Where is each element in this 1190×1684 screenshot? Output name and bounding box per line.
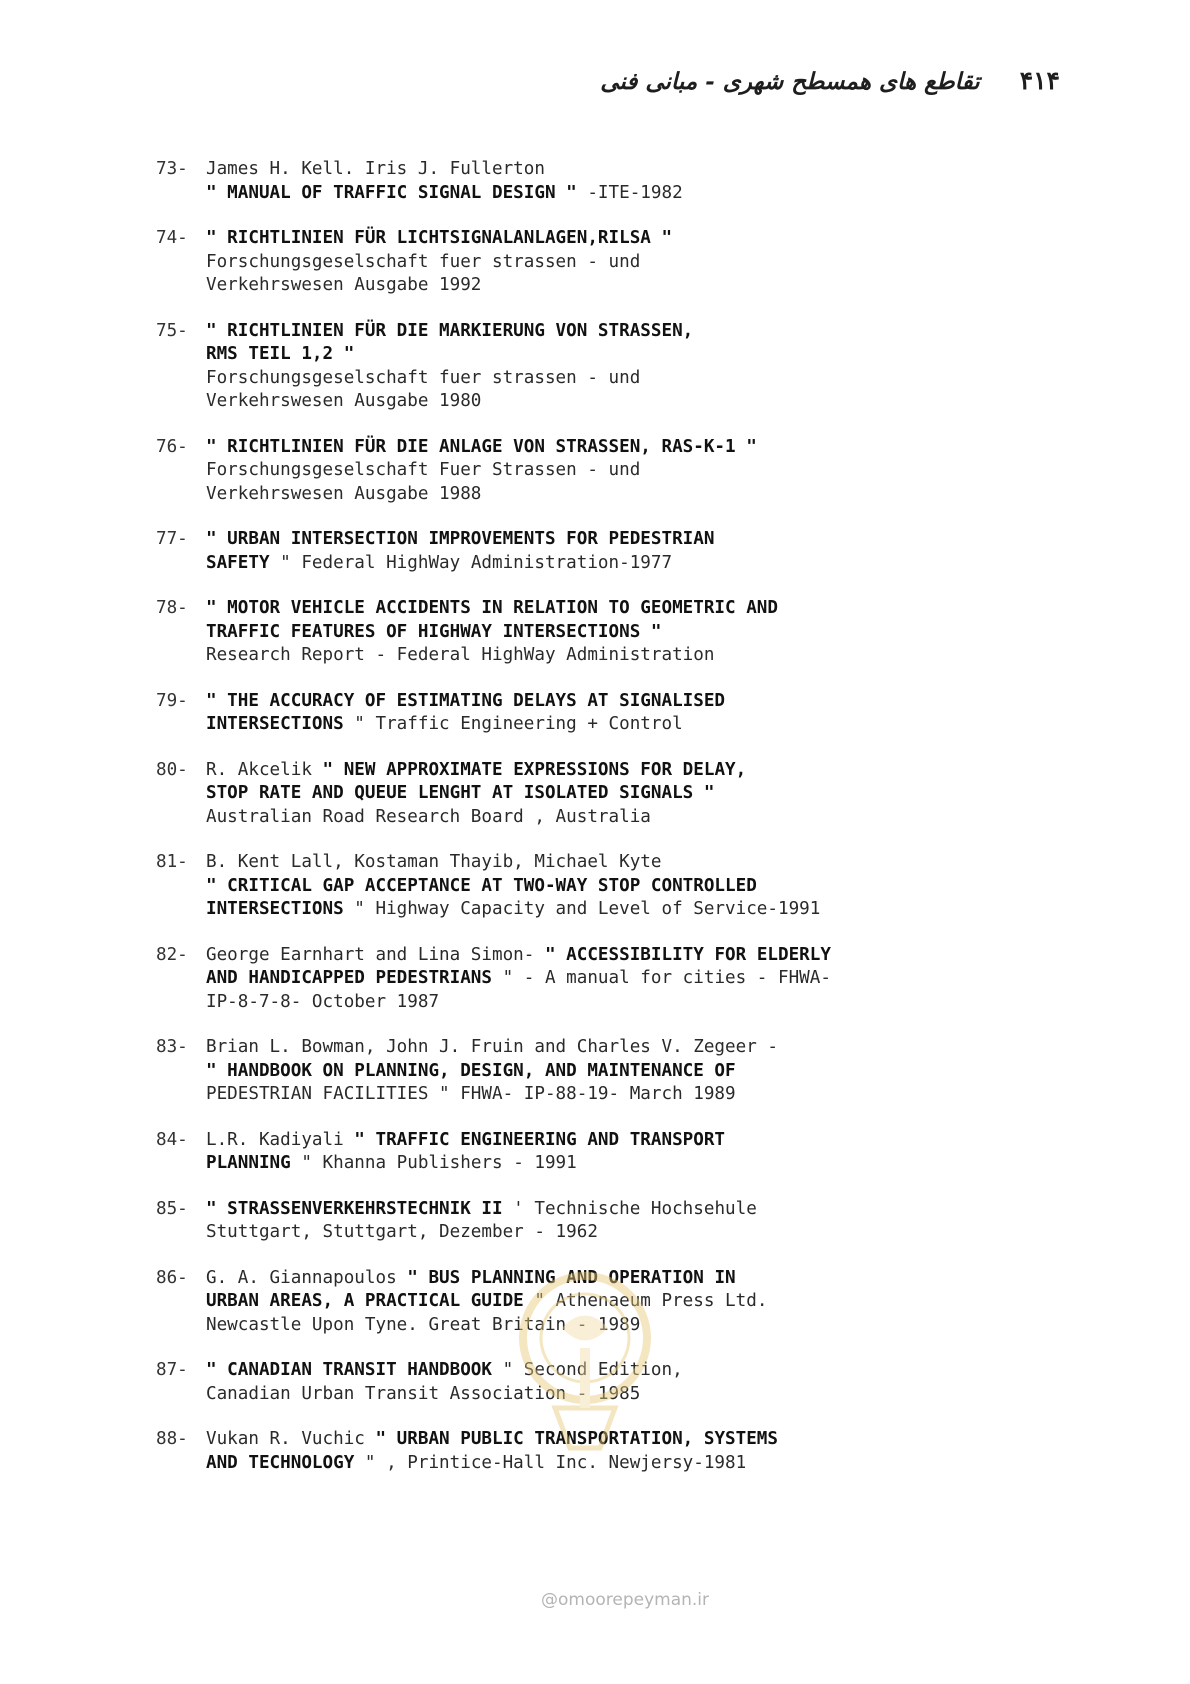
reference-entry (156, 597, 1056, 668)
reference-number: 76- (156, 436, 188, 457)
reference-line (206, 1036, 1056, 1060)
reference-detail-segment: George Earnhart and Lina Simon- (206, 944, 545, 965)
reference-detail-segment: Research Report - Federal HighWay Administration (206, 645, 715, 665)
reference-title-segment: " URBAN INTERSECTION IMPROVEMENTS FOR PEDESTRIAN (206, 529, 715, 549)
reference-entry (156, 1267, 1056, 1338)
reference-text (206, 1359, 1056, 1406)
reference-detail-segment: " - A manual for cities - FHWA- (492, 968, 831, 988)
reference-title-segment: " ACCESSIBILITY FOR ELDERLY (544, 944, 831, 965)
reference-title-segment: " STRASSENVERKEHRSTECHNIK II (206, 1198, 503, 1219)
reference-number: 74- (156, 228, 188, 248)
watermark-text: @omoorepeyman.ir (540, 1590, 710, 1610)
reference-number: 87- (156, 1360, 188, 1380)
reference-detail-segment: Forschungsgeselschaft fuer strassen - und (206, 367, 641, 388)
reference-title-segment: URBAN AREAS, A PRACTICAL GUIDE (206, 1291, 524, 1311)
reference-line (206, 320, 1056, 344)
reference-number: 75- (156, 320, 188, 341)
reference-number: 86- (156, 1267, 188, 1288)
reference-text (206, 851, 1056, 922)
reference-entry (156, 227, 1056, 298)
reference-number: 82- (156, 944, 188, 965)
reference-entry (156, 320, 1056, 414)
reference-title-segment: AND HANDICAPPED PEDESTRIANS (206, 968, 492, 988)
reference-text (206, 1267, 1056, 1338)
reference-line (206, 528, 1056, 552)
reference-list (156, 158, 1056, 1497)
reference-detail-segment: G. A. Giannapoulos (206, 1267, 408, 1288)
reference-title-segment: " CANADIAN TRANSIT HANDBOOK (206, 1360, 492, 1380)
reference-entry (156, 944, 1056, 1015)
reference-title-segment: " CRITICAL GAP ACCEPTANCE AT TWO-WAY STOP CONTROLLED (206, 875, 757, 896)
reference-detail-segment: ' Technische Hochsehule (502, 1198, 757, 1219)
reference-detail-segment: Forschungsgeselschaft fuer strassen - und (206, 251, 641, 272)
reference-title-segment: TRAFFIC FEATURES OF HIGHWAY INTERSECTIONS " (206, 621, 662, 642)
reference-detail-segment: Verkehrswesen Ausgabe 1992 (206, 275, 482, 295)
reference-title-segment: RMS TEIL 1,2 " (206, 344, 355, 364)
reference-text (206, 1129, 1056, 1176)
page-header (600, 66, 1060, 95)
reference-detail-segment: Vukan R. Vuchic (206, 1429, 376, 1449)
reference-number: 84- (156, 1129, 188, 1150)
reference-title-segment: " TRAFFIC ENGINEERING AND TRANSPORT (354, 1129, 726, 1150)
reference-line (206, 1129, 1056, 1153)
reference-detail-segment: Australian Road Research Board , Australia (206, 806, 651, 827)
reference-text (206, 528, 1056, 575)
reference-detail-segment: R. Akcelik (206, 759, 323, 780)
reference-detail-segment: " Traffic Engineering + Control (343, 714, 683, 734)
reference-line (206, 459, 1056, 483)
reference-detail-segment: " Federal HighWay Administration-1977 (269, 552, 673, 573)
reference-title-segment: " BUS PLANNING AND OPERATION IN (407, 1267, 736, 1288)
reference-line (206, 759, 1056, 783)
reference-title-segment: INTERSECTIONS (206, 714, 344, 734)
reference-title-segment: " MOTOR VEHICLE ACCIDENTS IN RELATION TO GEOMETRIC AND (206, 598, 778, 618)
reference-detail-segment: " Highway Capacity and Level of Service-1991 (343, 899, 821, 919)
reference-number: 73- (156, 159, 188, 179)
reference-number: 85- (156, 1198, 188, 1219)
reference-detail-segment: Newcastle Upon Tyne. Great Britain - 1989 (206, 1314, 641, 1335)
reference-text (206, 436, 1056, 507)
reference-title-segment: " URBAN PUBLIC TRANSPORTATION, SYSTEMS (375, 1429, 778, 1449)
reference-line (206, 182, 1056, 206)
reference-number: 83- (156, 1037, 188, 1057)
reference-entry (156, 1129, 1056, 1176)
reference-title-segment: INTERSECTIONS (206, 899, 344, 919)
reference-title-segment: " RICHTLINIEN FÜR DIE ANLAGE VON STRASSEN, RAS-K-1 " (206, 436, 757, 457)
reference-text (206, 759, 1056, 830)
reference-title-segment: " RICHTLINIEN FÜR LICHTSIGNALANLAGEN,RILSA " (206, 228, 673, 248)
reference-entry (156, 1359, 1056, 1406)
reference-detail-segment: James H. Kell. Iris J. Fullerton (206, 159, 545, 179)
reference-detail-segment: " Second Edition, (492, 1360, 683, 1380)
reference-line (206, 1290, 1056, 1314)
reference-number: 79- (156, 690, 188, 711)
reference-line (206, 436, 1056, 460)
reference-number: 77- (156, 529, 188, 549)
reference-line (206, 898, 1056, 922)
reference-detail-segment: Brian L. Bowman, John J. Fruin and Charles V. Zegeer - (206, 1037, 778, 1057)
reference-detail-segment: -ITE-1982 (576, 182, 683, 203)
reference-number: 78- (156, 598, 188, 618)
reference-line (206, 690, 1056, 714)
reference-entry (156, 690, 1056, 737)
reference-line (206, 1452, 1056, 1476)
reference-entry (156, 436, 1056, 507)
reference-detail-segment: Canadian Urban Transit Association - 1985 (206, 1383, 641, 1404)
reference-line (206, 967, 1056, 991)
reference-detail-segment: IP-8-7-8- October 1987 (206, 991, 440, 1012)
reference-detail-segment: Forschungsgeselschaft Fuer Strassen - und (206, 460, 641, 480)
reference-line (206, 621, 1056, 645)
reference-text (206, 227, 1056, 298)
reference-text (206, 158, 1056, 205)
reference-line (206, 1267, 1056, 1291)
reference-entry (156, 1036, 1056, 1107)
reference-line (206, 1221, 1056, 1245)
reference-detail-segment: B. Kent Lall, Kostaman Thayib, Michael Kyte (206, 852, 662, 872)
reference-text (206, 690, 1056, 737)
reference-line (206, 158, 1056, 182)
reference-title-segment: STOP RATE AND QUEUE LENGHT AT ISOLATED SIGNALS " (206, 783, 715, 803)
reference-line (206, 644, 1056, 668)
reference-title-segment: SAFETY (206, 552, 270, 573)
reference-line (206, 390, 1056, 414)
reference-line (206, 782, 1056, 806)
reference-line (206, 483, 1056, 507)
reference-entry (156, 851, 1056, 922)
reference-title-segment: " MANUAL OF TRAFFIC SIGNAL DESIGN " (206, 182, 577, 203)
reference-title-segment: PLANNING (206, 1153, 291, 1173)
reference-title-segment: " THE ACCURACY OF ESTIMATING DELAYS AT SIGNALISED (206, 690, 726, 711)
running-title: تقاطع های همسطح شهری - مبانی فنی (600, 68, 980, 95)
reference-detail-segment: " Athenaeum Press Ltd. (523, 1291, 768, 1311)
reference-line (206, 1428, 1056, 1452)
reference-line (206, 875, 1056, 899)
reference-number: 88- (156, 1429, 188, 1449)
reference-text (206, 1198, 1056, 1245)
reference-detail-segment: Verkehrswesen Ausgabe 1980 (206, 391, 482, 411)
reference-line (206, 1198, 1056, 1222)
reference-detail-segment: L.R. Kadiyali (206, 1129, 355, 1150)
reference-text (206, 1428, 1056, 1475)
reference-line (206, 227, 1056, 251)
page-number: ۴۱۴ (1019, 66, 1060, 95)
reference-title-segment: AND TECHNOLOGY (206, 1452, 355, 1473)
reference-line (206, 251, 1056, 275)
reference-detail-segment: Verkehrswesen Ausgabe 1988 (206, 483, 482, 504)
reference-line (206, 806, 1056, 830)
reference-number: 80- (156, 759, 188, 780)
reference-line (206, 1383, 1056, 1407)
reference-entry (156, 1428, 1056, 1475)
reference-number: 81- (156, 852, 188, 872)
reference-title-segment: " NEW APPROXIMATE EXPRESSIONS FOR DELAY, (322, 759, 747, 780)
reference-line (206, 944, 1056, 968)
reference-detail-segment: " , Printice-Hall Inc. Newjersy-1981 (354, 1452, 747, 1473)
reference-line (206, 343, 1056, 367)
reference-line (206, 851, 1056, 875)
reference-line (206, 597, 1056, 621)
reference-line (206, 991, 1056, 1015)
reference-text (206, 597, 1056, 668)
reference-text (206, 944, 1056, 1015)
reference-text (206, 320, 1056, 414)
reference-entry (156, 1198, 1056, 1245)
reference-title-segment: " RICHTLINIEN FÜR DIE MARKIERUNG VON STRASSEN, (206, 320, 694, 341)
reference-entry (156, 528, 1056, 575)
reference-line (206, 713, 1056, 737)
reference-line (206, 1152, 1056, 1176)
reference-line (206, 552, 1056, 576)
reference-line (206, 367, 1056, 391)
reference-detail-segment: " Khanna Publishers - 1991 (290, 1153, 577, 1173)
reference-line (206, 274, 1056, 298)
reference-entry (156, 158, 1056, 205)
reference-detail-segment: Stuttgart, Stuttgart, Dezember - 1962 (206, 1222, 598, 1242)
reference-line (206, 1359, 1056, 1383)
reference-line (206, 1083, 1056, 1107)
reference-line (206, 1060, 1056, 1084)
reference-line (206, 1314, 1056, 1338)
reference-title-segment: " HANDBOOK ON PLANNING, DESIGN, AND MAINTENANCE OF (206, 1060, 736, 1081)
reference-detail-segment: PEDESTRIAN FACILITIES " FHWA- IP-88-19- March 1989 (206, 1084, 736, 1104)
reference-entry (156, 759, 1056, 830)
reference-text (206, 1036, 1056, 1107)
